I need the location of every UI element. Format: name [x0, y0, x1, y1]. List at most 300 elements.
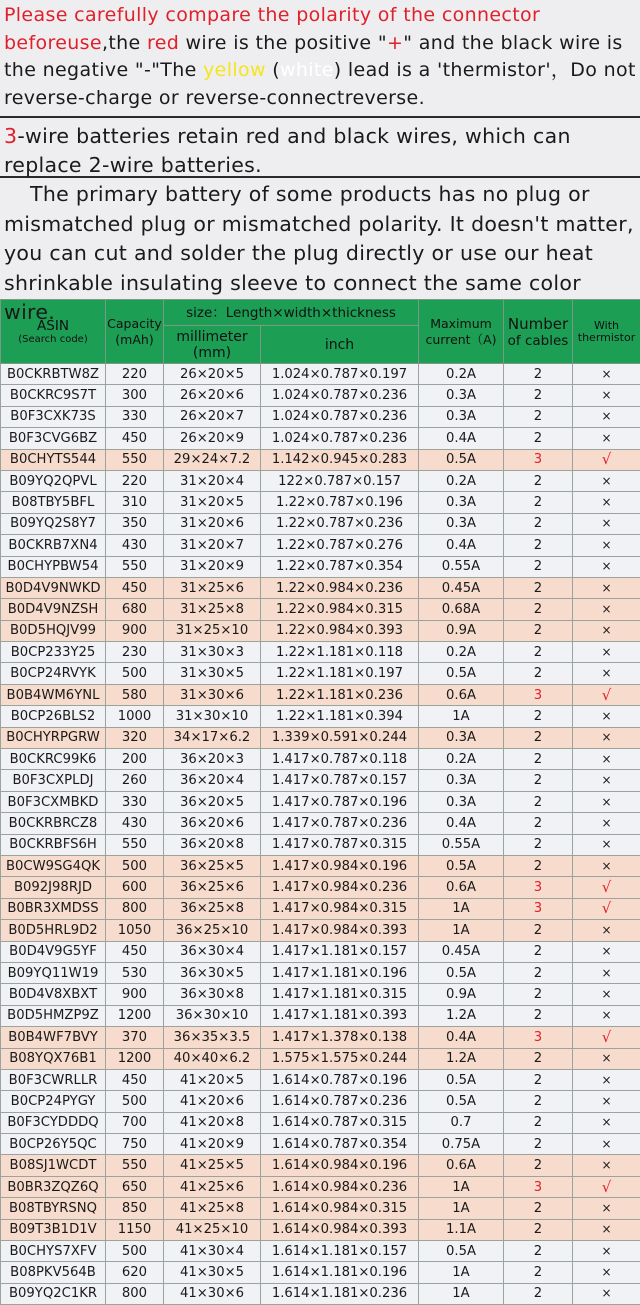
cell-inch: 1.024×0.787×0.236 [261, 406, 419, 427]
cell-current: 0.9A [419, 984, 504, 1005]
notice-red-word: red [147, 32, 179, 54]
cell-thermistor: × [573, 642, 640, 663]
table-row [1, 1134, 640, 1155]
table-row [1, 535, 640, 556]
cell-asin: B0CP24PYGY [1, 1091, 106, 1112]
cell-capacity: 1050 [106, 920, 164, 941]
cell-cables: 2 [504, 920, 573, 941]
cell-capacity: 450 [106, 1069, 164, 1090]
cell-mm: 36×20×5 [164, 791, 261, 812]
cell-inch: 1.614×0.787×0.236 [261, 1091, 419, 1112]
cell-mm: 31×25×6 [164, 577, 261, 598]
cell-mm: 41×30×6 [164, 1283, 261, 1304]
cell-cables: 2 [504, 770, 573, 791]
cell-mm: 31×30×6 [164, 684, 261, 705]
cell-thermistor: × [573, 941, 640, 962]
cell-mm: 36×25×5 [164, 855, 261, 876]
cell-thermistor: × [573, 920, 640, 941]
cell-mm: 31×20×5 [164, 492, 261, 513]
cell-current: 1A [419, 1262, 504, 1283]
header-mm [164, 326, 261, 364]
cell-current: 0.6A [419, 684, 504, 705]
header-max-current-sub: current（A) [419, 332, 503, 348]
header-mm-sub: (mm) [164, 345, 260, 361]
cell-capacity: 310 [106, 492, 164, 513]
polarity-notice [0, 0, 640, 116]
cell-mm: 41×30×5 [164, 1262, 261, 1283]
cell-asin: B09YQ2QPVL [1, 470, 106, 491]
cell-capacity: 200 [106, 749, 164, 770]
cell-cables: 2 [504, 1134, 573, 1155]
cell-thermistor: × [573, 1283, 640, 1304]
cell-asin: B09T3B1D1V [1, 1219, 106, 1240]
three-wire-note [0, 118, 640, 176]
cell-current: 1A [419, 1283, 504, 1304]
cell-thermistor: × [573, 470, 640, 491]
cell-cables: 2 [504, 1219, 573, 1240]
cell-cables: 2 [504, 941, 573, 962]
cell-cables: 2 [504, 727, 573, 748]
notice-text: " and the black wire is the negative "-"The [4, 32, 623, 82]
cell-current: 0.6A [419, 877, 504, 898]
cell-cables: 2 [504, 1155, 573, 1176]
cell-inch: 1.339×0.591×0.244 [261, 727, 419, 748]
table-row [1, 1048, 640, 1069]
cell-cables: 2 [504, 663, 573, 684]
cell-asin: B0CHYRPGRW [1, 727, 106, 748]
table-row [1, 492, 640, 513]
cell-current: 1A [419, 898, 504, 919]
cell-capacity: 620 [106, 1262, 164, 1283]
cell-asin: B0D5HQJV99 [1, 620, 106, 641]
cell-inch: 1.142×0.945×0.283 [261, 449, 419, 470]
cell-current: 0.2A [419, 470, 504, 491]
table-row [1, 727, 640, 748]
cell-asin: B0D4V8XBXT [1, 984, 106, 1005]
cell-cables: 2 [504, 535, 573, 556]
cell-asin: B0F3CXMBKD [1, 791, 106, 812]
cell-capacity: 450 [106, 577, 164, 598]
cell-inch: 1.614×0.984×0.315 [261, 1198, 419, 1219]
cell-inch: 1.22×0.787×0.196 [261, 492, 419, 513]
cell-current: 1.1A [419, 1219, 504, 1240]
cell-cables: 2 [504, 492, 573, 513]
header-thermistor-label: With [573, 320, 640, 332]
cell-current: 0.3A [419, 406, 504, 427]
cell-inch: 1.417×1.181×0.393 [261, 1005, 419, 1026]
cell-asin: B0B4WF7BVY [1, 1027, 106, 1048]
cell-thermistor: × [573, 1241, 640, 1262]
header-capacity-label: Capacity [106, 316, 163, 332]
cell-capacity: 850 [106, 1198, 164, 1219]
table-row [1, 941, 640, 962]
cell-capacity: 370 [106, 1027, 164, 1048]
notice-text: wire is the positive " [179, 32, 387, 54]
cell-inch: 1.417×0.984×0.196 [261, 855, 419, 876]
cell-mm: 31×20×4 [164, 470, 261, 491]
table-row [1, 898, 640, 919]
cell-current: 0.3A [419, 727, 504, 748]
table-row [1, 813, 640, 834]
cell-mm: 26×20×6 [164, 385, 261, 406]
cell-asin: B08YQX76B1 [1, 1048, 106, 1069]
cell-thermistor: √ [573, 1176, 640, 1197]
cell-inch: 1.22×0.984×0.393 [261, 620, 419, 641]
cell-thermistor: × [573, 984, 640, 1005]
cell-mm: 29×24×7.2 [164, 449, 261, 470]
cell-current: 0.6A [419, 1155, 504, 1176]
table-row [1, 1219, 640, 1240]
notice-plus-sign: + [387, 32, 403, 54]
cell-asin: B09YQ2C1KR [1, 1283, 106, 1304]
cell-current: 1A [419, 706, 504, 727]
cell-asin: B08PKV564B [1, 1262, 106, 1283]
cell-current: 0.45A [419, 941, 504, 962]
table-row [1, 620, 640, 641]
cell-asin: B0BR3XMDSS [1, 898, 106, 919]
cell-capacity: 530 [106, 962, 164, 983]
table-row [1, 1155, 640, 1176]
cell-thermistor: × [573, 492, 640, 513]
cell-inch: 1.417×1.181×0.157 [261, 941, 419, 962]
cell-mm: 26×20×7 [164, 406, 261, 427]
cell-cables: 3 [504, 877, 573, 898]
cell-mm: 36×20×4 [164, 770, 261, 791]
cell-capacity: 1200 [106, 1005, 164, 1026]
cell-inch: 1.22×1.181×0.118 [261, 642, 419, 663]
cell-inch: 1.024×0.787×0.236 [261, 428, 419, 449]
cell-cables: 2 [504, 406, 573, 427]
cell-capacity: 900 [106, 984, 164, 1005]
three-wire-number: 3 [4, 124, 17, 148]
cell-asin: B0CP233Y25 [1, 642, 106, 663]
cell-mm: 26×20×9 [164, 428, 261, 449]
cell-inch: 1.614×0.984×0.236 [261, 1176, 419, 1197]
cell-current: 1A [419, 1198, 504, 1219]
cell-current: 1.2A [419, 1005, 504, 1026]
cell-cables: 2 [504, 1112, 573, 1133]
cell-cables: 2 [504, 513, 573, 534]
cell-cables: 2 [504, 1283, 573, 1304]
cell-capacity: 700 [106, 1112, 164, 1133]
cell-current: 0.5A [419, 449, 504, 470]
cell-mm: 41×25×6 [164, 1176, 261, 1197]
cell-inch: 1.417×1.378×0.138 [261, 1027, 419, 1048]
cell-inch: 1.417×0.984×0.236 [261, 877, 419, 898]
cell-asin: B0D4V9NWKD [1, 577, 106, 598]
notice-yellow-word: yellow [203, 59, 266, 81]
table-row [1, 1262, 640, 1283]
cell-cables: 2 [504, 620, 573, 641]
table-row [1, 1176, 640, 1197]
cell-current: 0.5A [419, 962, 504, 983]
cell-capacity: 550 [106, 1155, 164, 1176]
cell-mm: 31×30×10 [164, 706, 261, 727]
cell-current: 0.5A [419, 1069, 504, 1090]
primary-battery-note: The primary battery of some products has no plug or mismatched plug or mismatched polarity. It doesn't matter, you can cut and solder the plug directly or use our heat shrinkable insulating sleeve to connect the same color wire. [0, 178, 640, 299]
table-row [1, 1091, 640, 1112]
cell-capacity: 320 [106, 727, 164, 748]
cell-asin: B0CKRBTW8Z [1, 364, 106, 385]
cell-capacity: 230 [106, 642, 164, 663]
cell-inch: 1.614×0.984×0.393 [261, 1219, 419, 1240]
cell-asin: B0F3CXPLDJ [1, 770, 106, 791]
cell-capacity: 430 [106, 813, 164, 834]
table-row [1, 577, 640, 598]
cell-cables: 2 [504, 984, 573, 1005]
cell-mm: 36×25×10 [164, 920, 261, 941]
header-capacity-sub: (mAh) [106, 332, 163, 348]
cell-cables: 3 [504, 898, 573, 919]
cell-thermistor: × [573, 556, 640, 577]
header-max-current-label: Maximum [419, 316, 503, 332]
table-row [1, 706, 640, 727]
cell-mm: 36×30×4 [164, 941, 261, 962]
cell-cables: 2 [504, 834, 573, 855]
cell-capacity: 500 [106, 663, 164, 684]
cell-inch: 1.22×0.787×0.354 [261, 556, 419, 577]
cell-thermistor: × [573, 1091, 640, 1112]
cell-asin: B0CP26BLS2 [1, 706, 106, 727]
notice-text: ,the [102, 32, 147, 54]
table-row [1, 1112, 640, 1133]
cell-mm: 31×20×7 [164, 535, 261, 556]
cell-cables: 2 [504, 1241, 573, 1262]
cell-inch: 1.417×0.787×0.118 [261, 749, 419, 770]
cell-asin: B09YQ11W19 [1, 962, 106, 983]
cell-cables: 2 [504, 385, 573, 406]
cell-inch: 1.417×1.181×0.196 [261, 962, 419, 983]
table-row [1, 470, 640, 491]
cell-capacity: 800 [106, 898, 164, 919]
table-row [1, 1069, 640, 1090]
cell-asin: B0CP26Y5QC [1, 1134, 106, 1155]
cell-asin: B0F3CYDDDQ [1, 1112, 106, 1133]
cell-current: 0.7 [419, 1112, 504, 1133]
table-row [1, 385, 640, 406]
cell-mm: 36×30×5 [164, 962, 261, 983]
cell-capacity: 430 [106, 535, 164, 556]
cell-capacity: 600 [106, 877, 164, 898]
cell-capacity: 450 [106, 428, 164, 449]
cell-asin: B0CHYS7XFV [1, 1241, 106, 1262]
cell-thermistor: × [573, 1005, 640, 1026]
cell-cables: 2 [504, 962, 573, 983]
cell-capacity: 900 [106, 620, 164, 641]
cell-thermistor: √ [573, 1027, 640, 1048]
table-row [1, 1027, 640, 1048]
table-row [1, 1198, 640, 1219]
header-asin-sub: (Search code) [1, 334, 105, 346]
cell-thermistor: × [573, 364, 640, 385]
cell-asin: B0CP24RVYK [1, 663, 106, 684]
header-inch-label: inch [261, 337, 418, 353]
cell-inch: 1.417×0.787×0.196 [261, 791, 419, 812]
cell-current: 0.4A [419, 1027, 504, 1048]
cell-thermistor: × [573, 1069, 640, 1090]
cell-asin: B0BR3ZQZ6Q [1, 1176, 106, 1197]
cell-mm: 31×30×5 [164, 663, 261, 684]
table-row [1, 877, 640, 898]
cell-inch: 1.614×1.181×0.157 [261, 1241, 419, 1262]
table-row [1, 364, 640, 385]
cell-asin: B0D4V9G5YF [1, 941, 106, 962]
cell-thermistor: × [573, 599, 640, 620]
cell-thermistor: × [573, 962, 640, 983]
cell-asin: B08TBY5BFL [1, 492, 106, 513]
cell-mm: 36×30×10 [164, 1005, 261, 1026]
cell-thermistor: × [573, 1134, 640, 1155]
cell-thermistor: × [573, 1198, 640, 1219]
cell-cables: 2 [504, 813, 573, 834]
cell-mm: 26×20×5 [164, 364, 261, 385]
cell-current: 0.3A [419, 791, 504, 812]
cell-mm: 36×20×6 [164, 813, 261, 834]
cell-current: 0.5A [419, 855, 504, 876]
notice-white-word: white [280, 59, 334, 81]
table-row [1, 428, 640, 449]
cell-capacity: 550 [106, 449, 164, 470]
cell-capacity: 330 [106, 791, 164, 812]
cell-inch: 1.614×0.787×0.354 [261, 1134, 419, 1155]
cell-asin: B0CKRBFS6H [1, 834, 106, 855]
cell-capacity: 220 [106, 364, 164, 385]
cell-inch: 1.575×1.575×0.244 [261, 1048, 419, 1069]
cell-cables: 2 [504, 364, 573, 385]
cell-cables: 2 [504, 1005, 573, 1026]
battery-spec-table [0, 299, 640, 1305]
cell-current: 0.55A [419, 556, 504, 577]
cell-thermistor: × [573, 813, 640, 834]
cell-current: 0.75A [419, 1134, 504, 1155]
cell-capacity: 500 [106, 1091, 164, 1112]
table-row [1, 556, 640, 577]
cell-inch: 1.614×0.787×0.196 [261, 1069, 419, 1090]
cell-asin: B0CKRBRCZ8 [1, 813, 106, 834]
cell-current: 0.3A [419, 385, 504, 406]
cell-capacity: 550 [106, 556, 164, 577]
notice-text: ) lead is a 'thermistor'，Do not reverse-charge or reverse-connectreverse. [4, 59, 636, 109]
cell-inch: 1.024×0.787×0.236 [261, 385, 419, 406]
three-wire-text: -wire batteries retain red and black wires, which can replace 2-wire batteries. [4, 124, 571, 177]
table-row [1, 406, 640, 427]
notice-use-red: use [67, 32, 102, 54]
cell-thermistor: × [573, 1262, 640, 1283]
cell-capacity: 1000 [106, 706, 164, 727]
cell-cables: 2 [504, 1069, 573, 1090]
cell-capacity: 650 [106, 1176, 164, 1197]
cell-inch: 1.22×1.181×0.394 [261, 706, 419, 727]
cell-thermistor: × [573, 855, 640, 876]
cell-mm: 36×25×8 [164, 898, 261, 919]
cell-inch: 1.417×0.984×0.315 [261, 898, 419, 919]
cell-current: 0.4A [419, 535, 504, 556]
cell-inch: 1.417×0.984×0.393 [261, 920, 419, 941]
cell-mm: 41×25×8 [164, 1198, 261, 1219]
cell-asin: B092J98RJD [1, 877, 106, 898]
cell-inch: 1.614×1.181×0.236 [261, 1283, 419, 1304]
cell-asin: B09YQ2S8Y7 [1, 513, 106, 534]
cell-current: 0.68A [419, 599, 504, 620]
table-row [1, 770, 640, 791]
cell-inch: 1.22×0.984×0.236 [261, 577, 419, 598]
cell-current: 1.2A [419, 1048, 504, 1069]
cell-current: 0.3A [419, 770, 504, 791]
table-row [1, 855, 640, 876]
cell-capacity: 580 [106, 684, 164, 705]
cell-asin: B0D5HRL9D2 [1, 920, 106, 941]
cell-mm: 41×20×8 [164, 1112, 261, 1133]
cell-thermistor: × [573, 834, 640, 855]
cell-capacity: 550 [106, 834, 164, 855]
cell-cables: 3 [504, 449, 573, 470]
cell-cables: 2 [504, 706, 573, 727]
cell-asin: B08SJ1WCDT [1, 1155, 106, 1176]
header-size-label: size：Length×width×thickness [164, 305, 418, 321]
cell-mm: 36×35×3.5 [164, 1027, 261, 1048]
cell-cables: 2 [504, 1048, 573, 1069]
header-thermistor [573, 300, 640, 364]
table-row [1, 599, 640, 620]
cell-thermistor: × [573, 727, 640, 748]
cell-capacity: 800 [106, 1283, 164, 1304]
table-row [1, 962, 640, 983]
header-mm-label: millimeter [164, 329, 260, 345]
cell-current: 0.5A [419, 663, 504, 684]
header-cables-label: Number [504, 315, 572, 333]
cell-thermistor: × [573, 706, 640, 727]
cell-thermistor: × [573, 1112, 640, 1133]
cell-thermistor: × [573, 1219, 640, 1240]
cell-cables: 2 [504, 1198, 573, 1219]
cell-thermistor: √ [573, 684, 640, 705]
cell-thermistor: × [573, 428, 640, 449]
cell-mm: 34×17×6.2 [164, 727, 261, 748]
cell-cables: 2 [504, 1091, 573, 1112]
cell-inch: 1.614×1.181×0.196 [261, 1262, 419, 1283]
cell-mm: 31×25×8 [164, 599, 261, 620]
header-size-group [164, 300, 419, 326]
table-row [1, 684, 640, 705]
cell-cables: 2 [504, 749, 573, 770]
cell-cables: 2 [504, 642, 573, 663]
cell-inch: 1.22×0.787×0.276 [261, 535, 419, 556]
cell-asin: B0F3CXK73S [1, 406, 106, 427]
cell-thermistor: √ [573, 449, 640, 470]
cell-cables: 2 [504, 791, 573, 812]
cell-thermistor: × [573, 577, 640, 598]
cell-current: 0.4A [419, 813, 504, 834]
cell-asin: B0CKRC9S7T [1, 385, 106, 406]
table-row [1, 663, 640, 684]
cell-capacity: 330 [106, 406, 164, 427]
header-cables-sub: of cables [504, 333, 572, 349]
cell-current: 0.55A [419, 834, 504, 855]
cell-thermistor: × [573, 385, 640, 406]
table-row [1, 984, 640, 1005]
cell-asin: B0D4V9NZSH [1, 599, 106, 620]
cell-mm: 41×20×5 [164, 1069, 261, 1090]
notice-warning-red: Please carefully compare the polarity of the connector before [4, 4, 540, 54]
cell-asin: B0D5HMZP9Z [1, 1005, 106, 1026]
cell-current: 0.5A [419, 1241, 504, 1262]
cell-cables: 2 [504, 1262, 573, 1283]
table-row [1, 642, 640, 663]
cell-inch: 122×0.787×0.157 [261, 470, 419, 491]
cell-capacity: 680 [106, 599, 164, 620]
cell-cables: 2 [504, 855, 573, 876]
cell-capacity: 350 [106, 513, 164, 534]
